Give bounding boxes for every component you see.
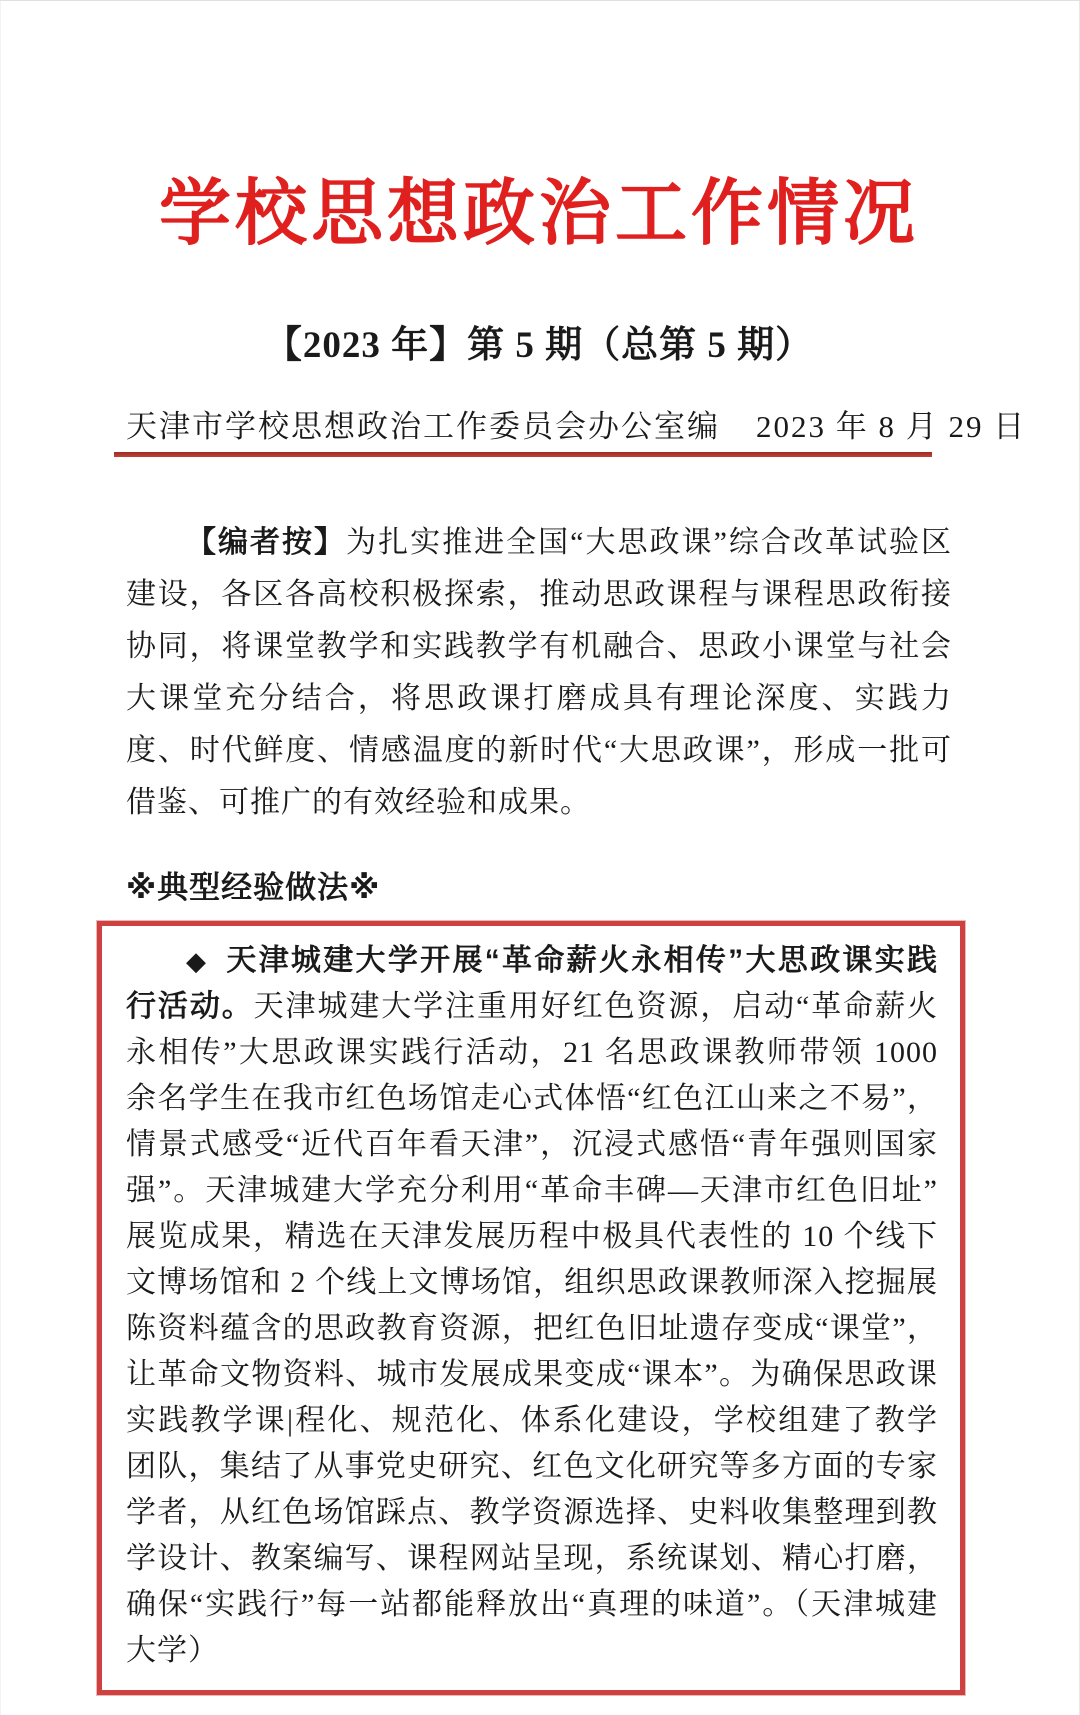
featured-practice-title: 天津城建大学开展“革命薪火永相传”大思政课实践行活动。 [126, 944, 939, 1023]
issue-number-line: 【2023 年】第 5 期（总第 5 期） [264, 325, 814, 366]
editor-note-body: 为扎实推进全国“大思政课”综合改革试验区建设，各区各高校积极探索，推动思政课程与课程思政衔接协同，将课堂教学和实践教学有机融合、思政小课堂与社会大课堂充分结合，将思政课打磨成具有理论深度、实践力度、时代鲜度、情感温度的新时代“大思政课”，形成一批可借鉴、可推广的有效经验和成果。 [126, 526, 952, 819]
publication-date: 2023 年 8 月 29 日 [756, 409, 1027, 444]
featured-practice-paragraph [126, 938, 938, 1674]
featured-practice-body: 天津城建大学注重用好红色资源，启动“革命薪火永相传”大思政课实践行活动，21 名思政课教师带领 1000 余名学生在我市红色场馆走心式体悟“红色江山来之不易”，情景式感受“近代百年看天津”，沉浸式感悟“青年强则国家强”。天津城建大学充分利用“革命丰碑—天津市红色旧址”展览成果，精选在天津发展历程中极具代表性的 10 个线下文博场馆和 2 个线上文博场馆，组织思政课教师深入挖掘展陈资料蕴含的思政教育资源，把红色旧址遗存变成“课堂”，让革命文物资料、城市发展成果变成“课本”。为确保思政课实践教学课|程化、规范化、体系化建设，学校组建了教学团队，集结了从事党史研究、红色文化研究等多方面的专家学者，从红色场馆踩点、教学资源选择、史料收集整理到教学设计、教案编写、课程网站呈现，系统谋划、精心打磨，确保“实践行”每一站都能释放出“真理的味道”。（天津城建大学） [126, 990, 938, 1667]
editor-note-label: 【编者按】 [186, 526, 347, 559]
diamond-bullet-icon: ◆ [186, 946, 209, 976]
section-heading-typical-practices: ※典型经验做法※ [126, 870, 381, 905]
page-title: 学校思想政治工作情况 [158, 174, 919, 254]
editor-note-paragraph [126, 517, 952, 829]
red-divider-rule [114, 452, 932, 457]
publisher-date-line [126, 408, 1027, 446]
featured-practice-box [97, 921, 965, 1695]
publisher-name: 天津市学校思想政治工作委员会办公室编 [126, 409, 720, 444]
